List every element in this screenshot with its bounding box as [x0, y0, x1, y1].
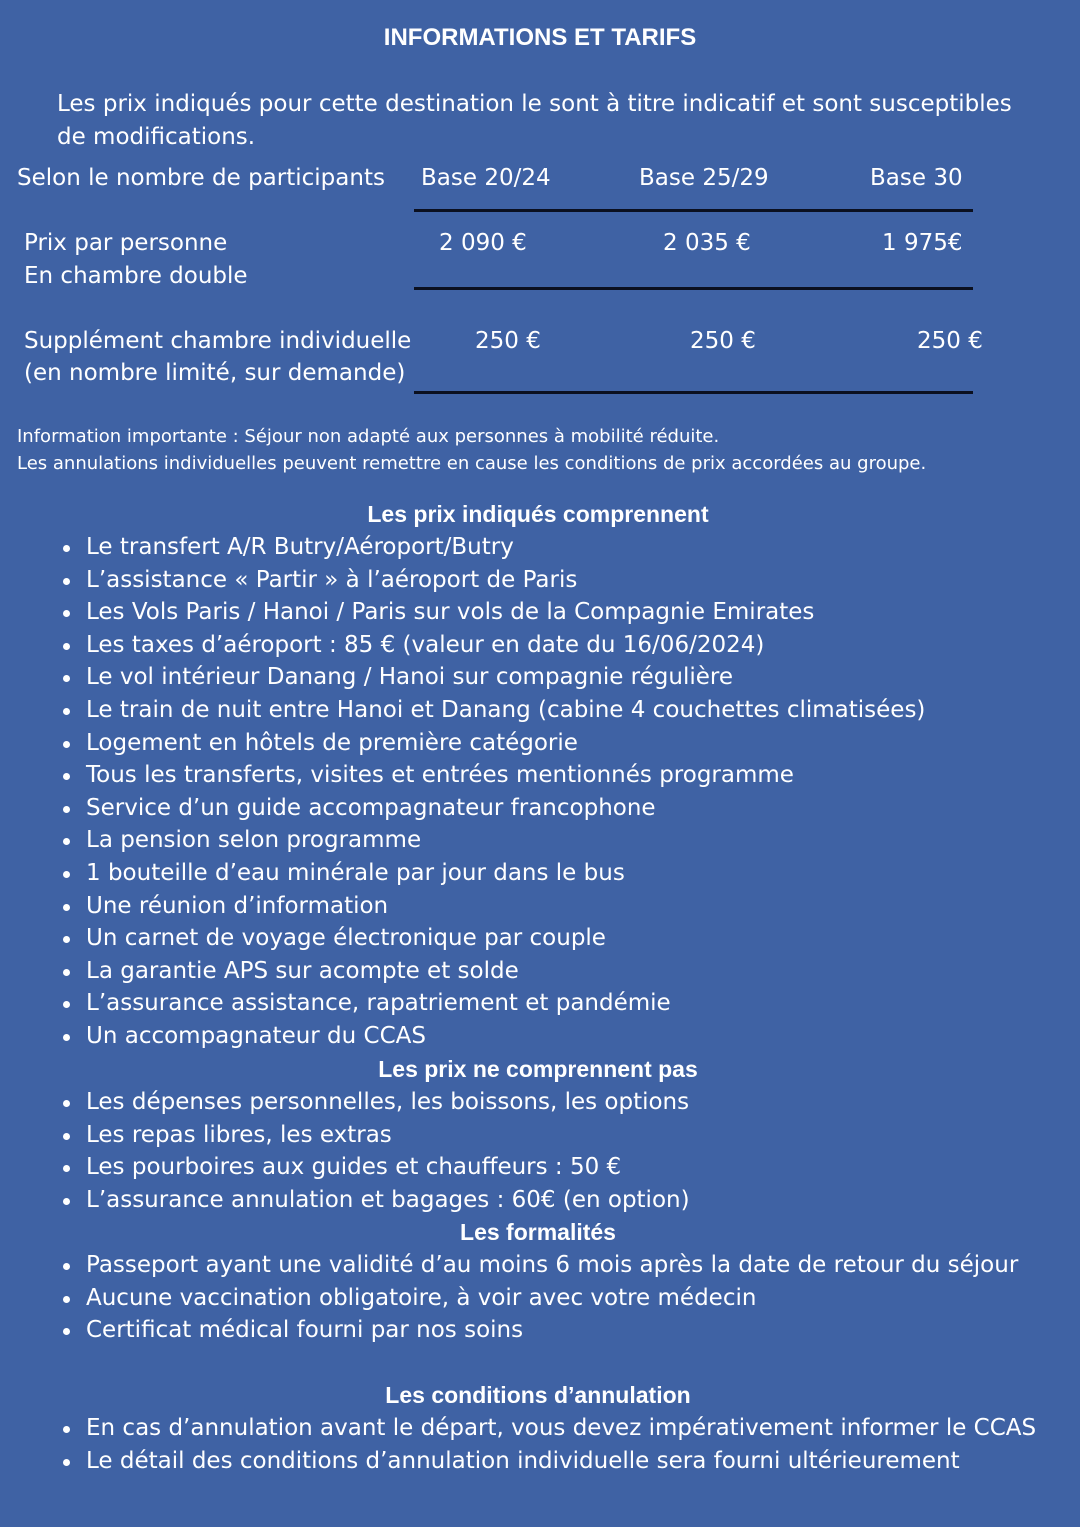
- list-item: Les pourboires aux guides et chauffeurs : 50 €: [86, 1151, 690, 1184]
- list-item: L’assurance assistance, rapatriement et pandémie: [86, 987, 925, 1020]
- list-item: Le détail des conditions d’annulation individuelle sera fourni ultérieurement: [86, 1445, 1036, 1478]
- column-header: Base 25/29: [639, 165, 769, 191]
- list-item: Logement en hôtels de première catégorie: [86, 727, 925, 760]
- list-item: Les repas libres, les extras: [86, 1119, 690, 1152]
- price-cell: 2 035 €: [663, 230, 751, 256]
- list-item: Tous les transferts, visites et entrées mentionnés programme: [86, 759, 925, 792]
- important-note: Information importante : Séjour non adapté aux personnes à mobilité réduite.: [17, 426, 720, 447]
- list-item: Les taxes d’aéroport : 85 € (valeur en date du 16/06/2024): [86, 629, 925, 662]
- price-cell: 250 €: [475, 328, 541, 354]
- list-item: Un carnet de voyage électronique par couple: [86, 922, 925, 955]
- list-item: Passeport ayant une validité d’au moins 6 mois après la date de retour du séjour: [86, 1249, 1018, 1282]
- table-divider: [414, 287, 973, 290]
- page-title: INFORMATIONS ET TARIFS: [383, 24, 697, 51]
- excluded-heading: Les prix ne comprennent pas: [378, 1056, 698, 1082]
- row-label: Prix par personne: [24, 230, 228, 256]
- excluded-list: [86, 1086, 690, 1216]
- list-item: Le transfert A/R Butry/Aéroport/Butry: [86, 531, 925, 564]
- row-label: En chambre double: [24, 263, 248, 289]
- table-divider: [414, 391, 973, 394]
- list-item: La pension selon programme: [86, 824, 925, 857]
- intro-text: Les prix indiqués pour cette destination le sont à titre indicatif et sont susceptibles de modifications.: [57, 91, 1012, 150]
- row-label: (en nombre limité, sur demande): [24, 360, 406, 386]
- price-cell: 250 €: [690, 328, 756, 354]
- column-header: Base 30: [870, 165, 963, 191]
- list-item: Aucune vaccination obligatoire, à voir avec votre médecin: [86, 1282, 1018, 1315]
- list-item: L’assurance annulation et bagages : 60€ (en option): [86, 1184, 690, 1217]
- formalities-heading: Les formalités: [460, 1219, 616, 1245]
- list-item: Les Vols Paris / Hanoi / Paris sur vols de la Compagnie Emirates: [86, 596, 925, 629]
- pricing-header-label: Selon le nombre de participants: [17, 165, 385, 191]
- formalities-list: [86, 1249, 1018, 1347]
- column-header: Base 20/24: [421, 165, 551, 191]
- list-item: Le vol intérieur Danang / Hanoi sur compagnie régulière: [86, 661, 925, 694]
- price-cell: 250 €: [917, 328, 983, 354]
- cancellation-list: [86, 1412, 1036, 1477]
- cancellation-note: Les annulations individuelles peuvent remettre en cause les conditions de prix accordées au groupe.: [17, 453, 927, 474]
- list-item: Service d’un guide accompagnateur francophone: [86, 792, 925, 825]
- list-item: La garantie APS sur acompte et solde: [86, 955, 925, 988]
- list-item: 1 bouteille d’eau minérale par jour dans le bus: [86, 857, 925, 890]
- list-item: L’assistance « Partir » à l’aéroport de Paris: [86, 564, 925, 597]
- included-heading: Les prix indiqués comprennent: [367, 501, 709, 527]
- row-label: Supplément chambre individuelle: [24, 328, 412, 354]
- list-item: Le train de nuit entre Hanoi et Danang (cabine 4 couchettes climatisées): [86, 694, 925, 727]
- list-item: Les dépenses personnelles, les boissons, les options: [86, 1086, 690, 1119]
- price-cell: 1 975€: [882, 230, 963, 256]
- list-item: En cas d’annulation avant le départ, vous devez impérativement informer le CCAS: [86, 1412, 1036, 1445]
- included-list: [86, 531, 925, 1053]
- table-divider: [414, 209, 973, 212]
- list-item: Un accompagnateur du CCAS: [86, 1020, 925, 1053]
- list-item: Certificat médical fourni par nos soins: [86, 1314, 1018, 1347]
- list-item: Une réunion d’information: [86, 890, 925, 923]
- price-cell: 2 090 €: [439, 230, 527, 256]
- cancellation-heading: Les conditions d’annulation: [385, 1382, 691, 1408]
